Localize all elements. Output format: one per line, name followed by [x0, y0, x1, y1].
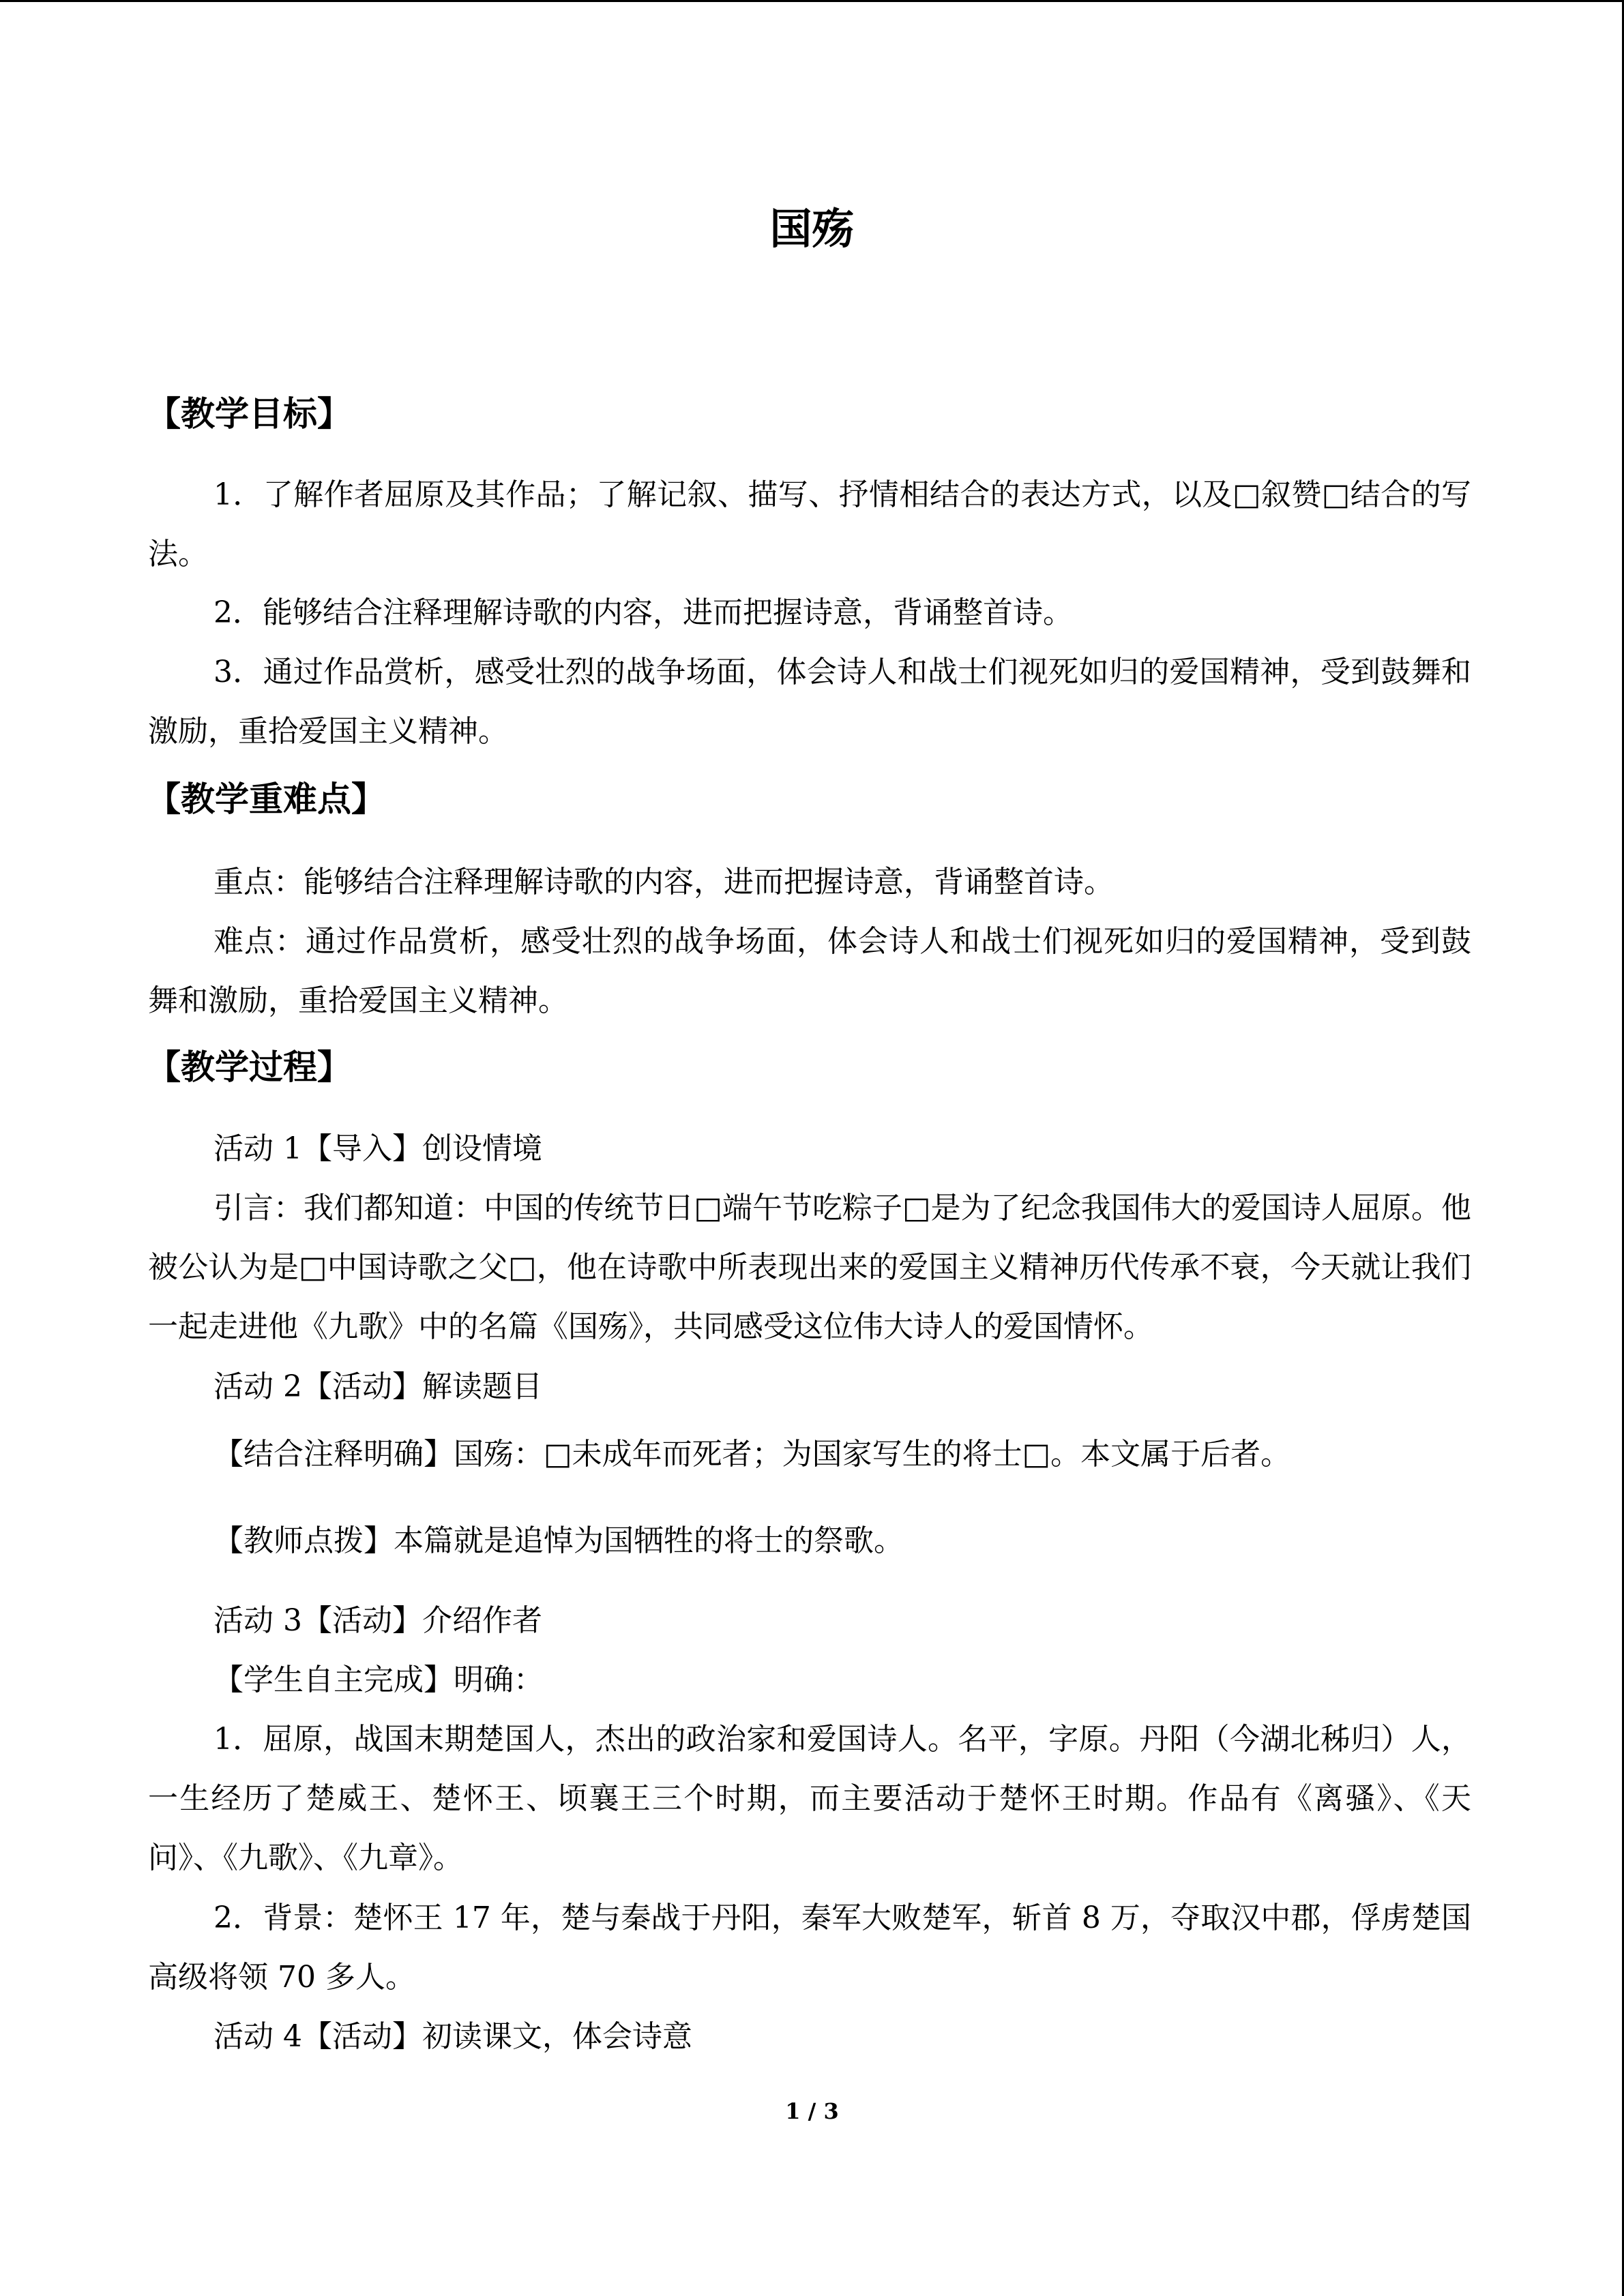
activity-4-title: 活动 4【活动】初读课文，体会诗意: [213, 2019, 692, 2054]
objective-item-2: 2．能够结合注释理解诗歌的内容，进而把握诗意，背诵整首诗。: [213, 595, 1073, 630]
activity-3-title: 活动 3【活动】介绍作者: [213, 1603, 542, 1638]
page-number: 1 / 3: [785, 2098, 839, 2124]
top-border: [0, 0, 1624, 2]
activity-2-title: 活动 2【活动】解读题目: [213, 1369, 542, 1404]
background-paragraph: 2．背景：楚怀王 17 年，楚与秦战于丹阳，秦军大败楚军，斩首 8 万，夺取汉中郡，俘虏楚国高级将领 70 多人。: [148, 1900, 1471, 1995]
activity-1-title: 活动 1【导入】创设情境: [213, 1131, 542, 1166]
section-heading-process: 【教学过程】: [147, 1047, 351, 1087]
key-point-focus: 重点：能够结合注释理解诗歌的内容，进而把握诗意，背诵整首诗。: [213, 865, 1114, 899]
teacher-tip-paragraph: 【教师点拨】本篇就是追悼为国牺牲的将士的祭歌。: [213, 1523, 904, 1558]
student-task-label: 【学生自主完成】明确：: [213, 1663, 544, 1697]
section-heading-objectives: 【教学目标】: [147, 394, 351, 434]
key-point-difficulty: 难点：通过作品赏析，感受壮烈的战争场面，体会诗人和战士们视死如归的爱国精神，受到鼓舞和激励，重拾爱国主义精神。: [148, 924, 1471, 1018]
page-title: 国殇: [769, 204, 855, 254]
section-heading-key-points: 【教学重难点】: [147, 779, 385, 819]
objective-item-1: 1．了解作者屈原及其作品；了解记叙、描写、抒情相结合的表达方式，以及□叙赞□结合的写法。: [148, 477, 1471, 571]
author-info-paragraph: 1．屈原，战国末期楚国人，杰出的政治家和爱国诗人。名平，字原。丹阳（今湖北秭归）人，一生经历了楚威王、楚怀王、顷襄王三个时期，而主要活动于楚怀王时期。作品有《离骚》、《天问》、《九歌》、《九章》。: [148, 1722, 1471, 1875]
annotation-paragraph: 【结合注释明确】国殇：□未成年而死者；为国家写生的将士□。本文属于后者。: [213, 1437, 1291, 1472]
objective-item-3: 3．通过作品赏析，感受壮烈的战争场面，体会诗人和战士们视死如归的爱国精神，受到鼓舞和激励，重拾爱国主义精神。: [148, 655, 1471, 749]
intro-paragraph: 引言：我们都知道：中国的传统节日□端午节吃粽子□是为了纪念我国伟大的爱国诗人屈原。他被公认为是□中国诗歌之父□，他在诗歌中所表现出来的爱国主义精神历代传承不衰，今天就让我们一起走进他《九歌》中的名篇《国殇》，共同感受这位伟大诗人的爱国情怀。: [148, 1191, 1471, 1344]
